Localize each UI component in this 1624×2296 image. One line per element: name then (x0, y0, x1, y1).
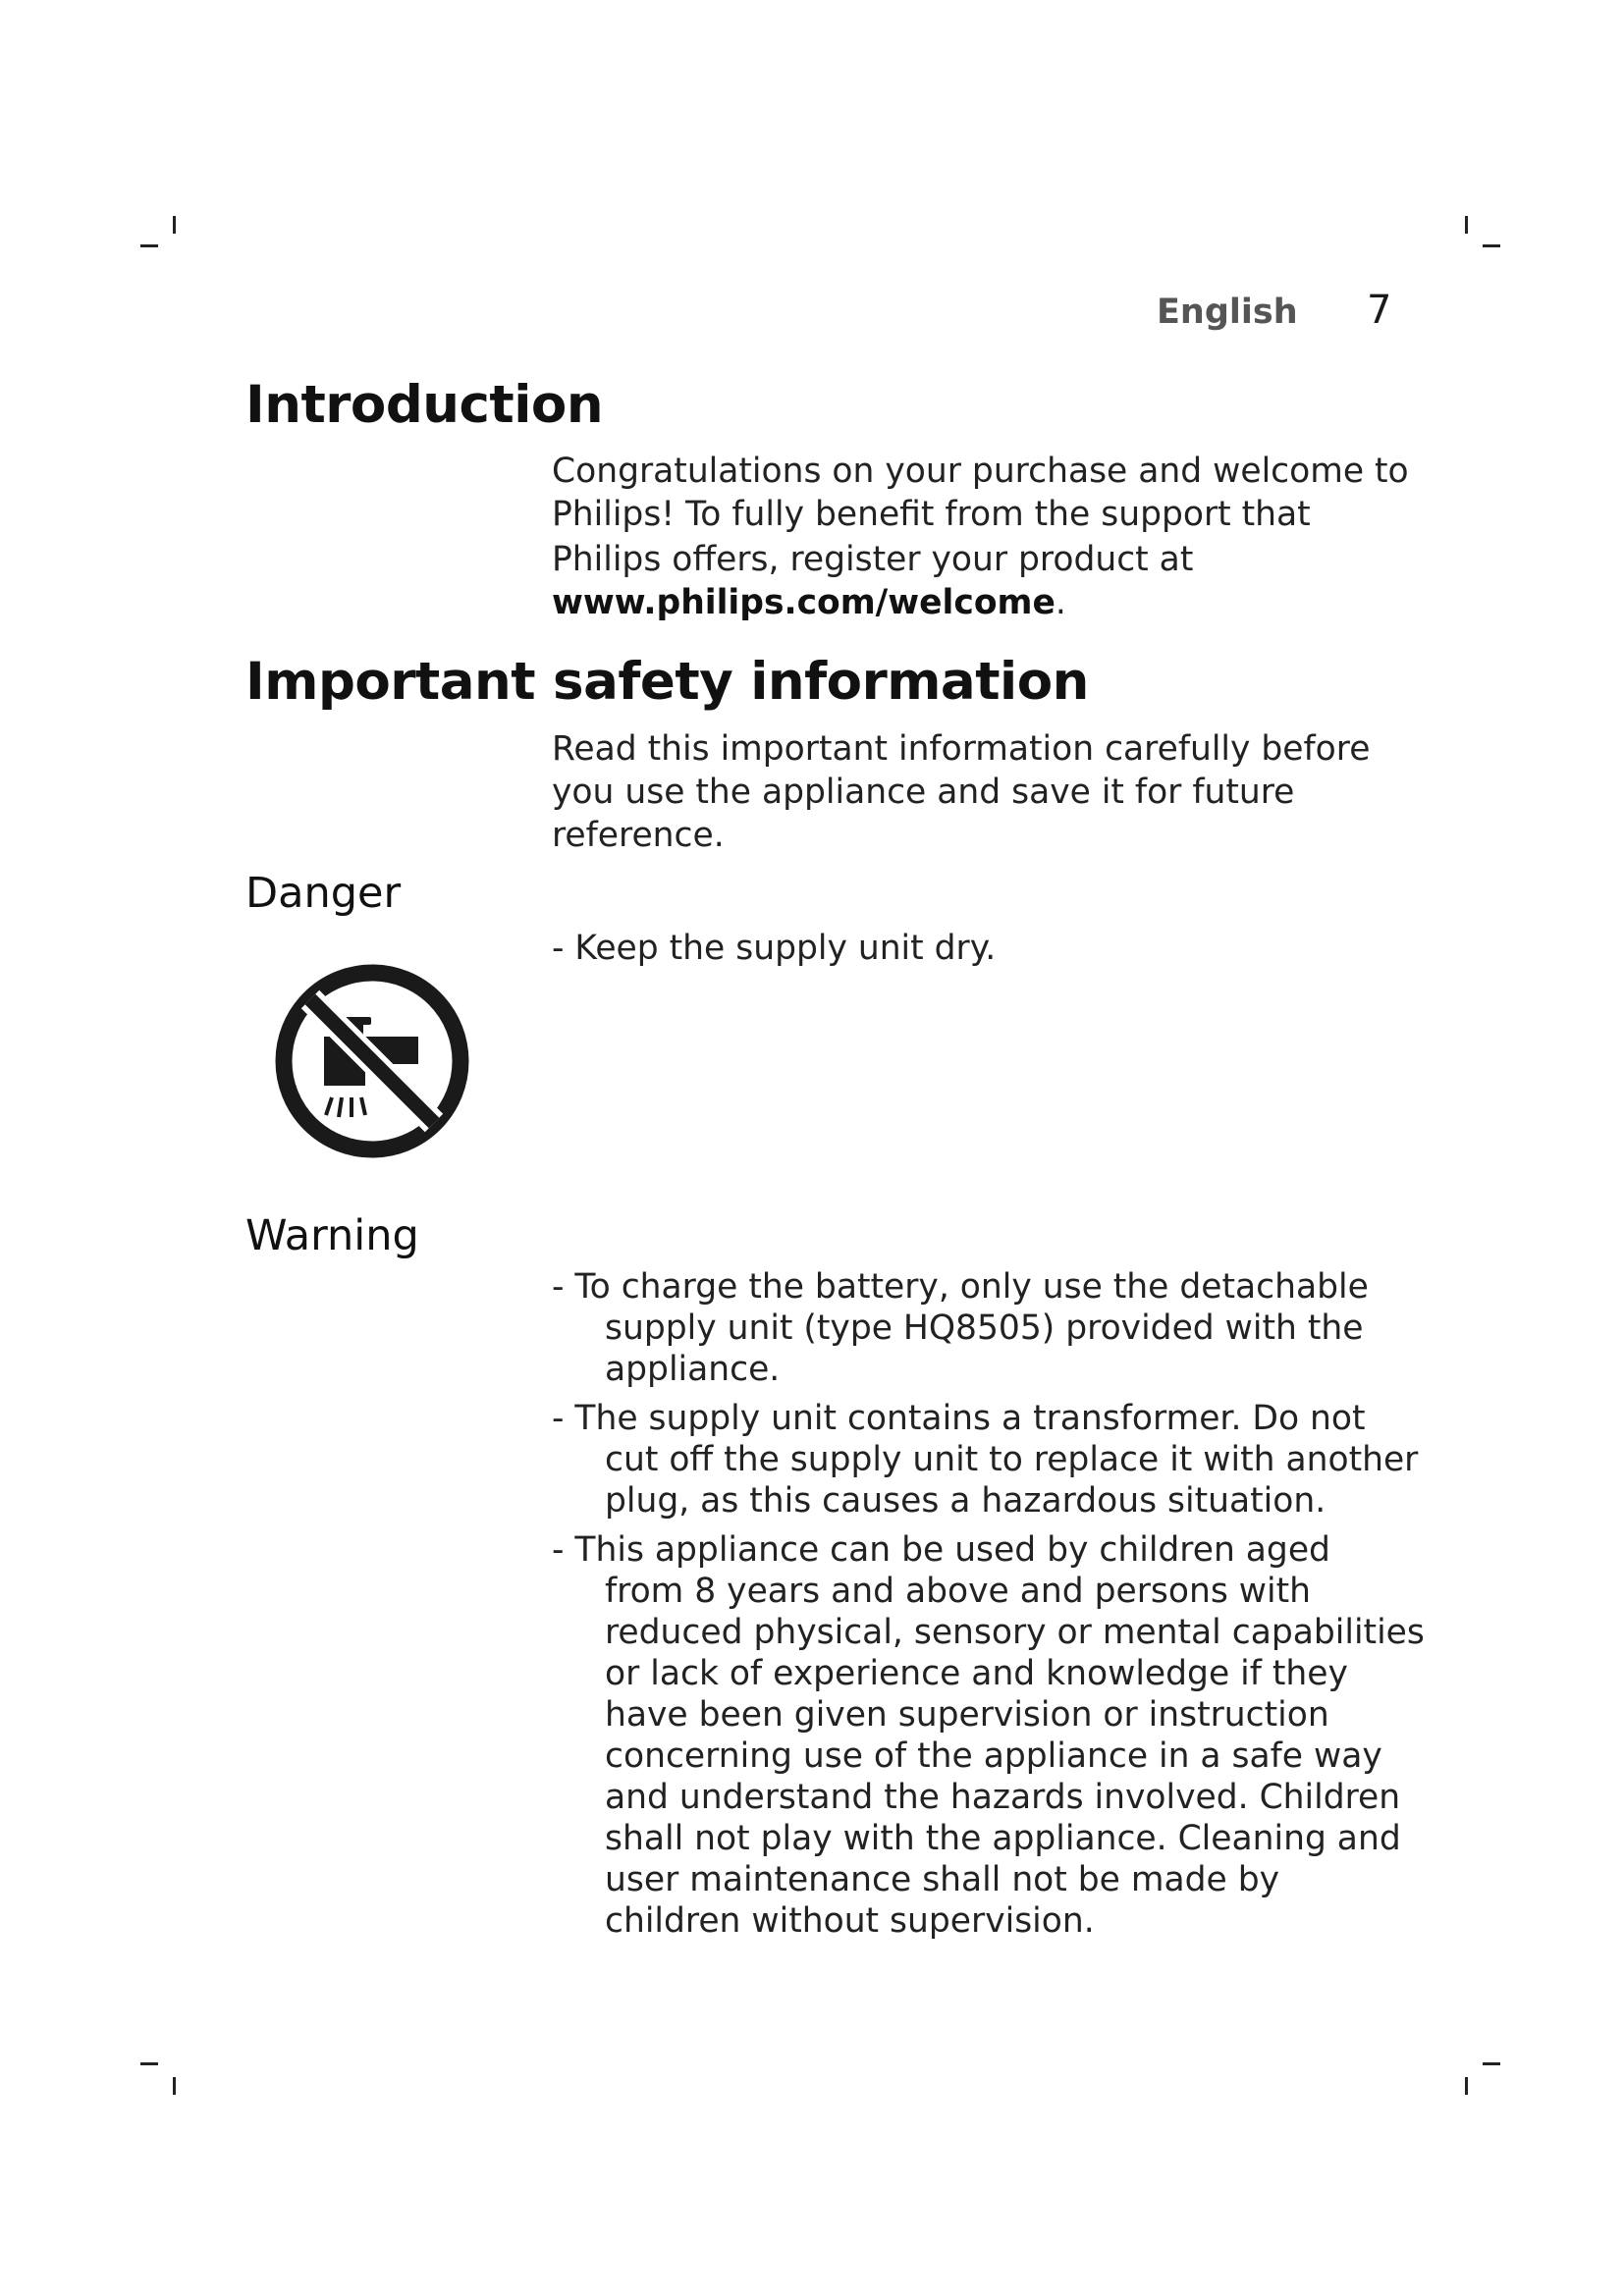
introduction-text (552, 450, 1409, 624)
warning-item-text: plug, as this causes a hazardous situation. (605, 1481, 1326, 1521)
safety-line: you use the appliance and save it for future (552, 773, 1295, 812)
crop-mark-bottom-right-v (1465, 2077, 1468, 2095)
safety-intro-text (552, 727, 1396, 857)
crop-mark-top-left-h (140, 244, 158, 247)
warning-item-text: and understand the hazards involved. Children (605, 1778, 1401, 1817)
crop-mark-bottom-left-h (140, 2062, 158, 2065)
warning-item (552, 1529, 1425, 1942)
crop-mark-bottom-right-h (1483, 2062, 1500, 2065)
introduction-title: Introduction (245, 375, 604, 435)
introduction-line: Philips offers, register your product at (552, 540, 1194, 579)
warning-item-text: reduced physical, sensory or mental capabilities (605, 1613, 1425, 1652)
welcome-url-link[interactable]: www.philips.com/welcome (552, 583, 1056, 622)
warning-item-text: appliance. (605, 1350, 781, 1389)
warning-item-text: shall not play with the appliance. Cleaning and (605, 1819, 1401, 1858)
warning-item-text: - This appliance can be used by children aged (552, 1530, 1330, 1570)
page-number: 7 (1367, 288, 1392, 333)
warning-list (552, 1266, 1425, 1949)
warning-item-text: - To charge the battery, only use the detachable (552, 1267, 1369, 1307)
warning-item (552, 1266, 1416, 1390)
warning-title: Warning (245, 1211, 419, 1260)
header-language: English (1157, 293, 1298, 332)
warning-item-text: user maintenance shall not be made by (605, 1860, 1280, 1899)
introduction-line: Philips! To fully benefit from the support that (552, 495, 1311, 534)
warning-item (552, 1398, 1419, 1522)
url-period: . (1055, 583, 1066, 622)
danger-item-text: - Keep the supply unit dry. (552, 929, 997, 968)
safety-line: reference. (552, 816, 725, 855)
crop-mark-top-left-v (173, 216, 176, 234)
warning-item-text: children without supervision. (605, 1901, 1095, 1941)
danger-title: Danger (245, 869, 402, 918)
warning-item-text: cut off the supply unit to replace it with another (605, 1440, 1419, 1479)
crop-mark-top-right-v (1465, 216, 1468, 234)
warning-item-text: concerning use of the appliance in a safe way (605, 1736, 1382, 1776)
safety-title: Important safety information (245, 652, 1089, 712)
warning-item-text: have been given supervision or instruction (605, 1695, 1329, 1735)
crop-mark-bottom-left-v (173, 2077, 176, 2095)
warning-item-text: supply unit (type HQ8505) provided with the (605, 1308, 1364, 1348)
danger-list (552, 928, 1416, 977)
no-water-tap-icon (271, 960, 473, 1162)
safety-line: Read this important information carefully before (552, 729, 1371, 769)
warning-item-text: - The supply unit contains a transformer. Do not (552, 1399, 1366, 1438)
introduction-line: Congratulations on your purchase and welcome to (552, 452, 1409, 491)
warning-item-text: from 8 years and above and persons with (605, 1572, 1311, 1611)
danger-item (552, 928, 1416, 969)
warning-item-text: or lack of experience and knowledge if they (605, 1654, 1348, 1693)
crop-mark-top-right-h (1483, 244, 1500, 247)
